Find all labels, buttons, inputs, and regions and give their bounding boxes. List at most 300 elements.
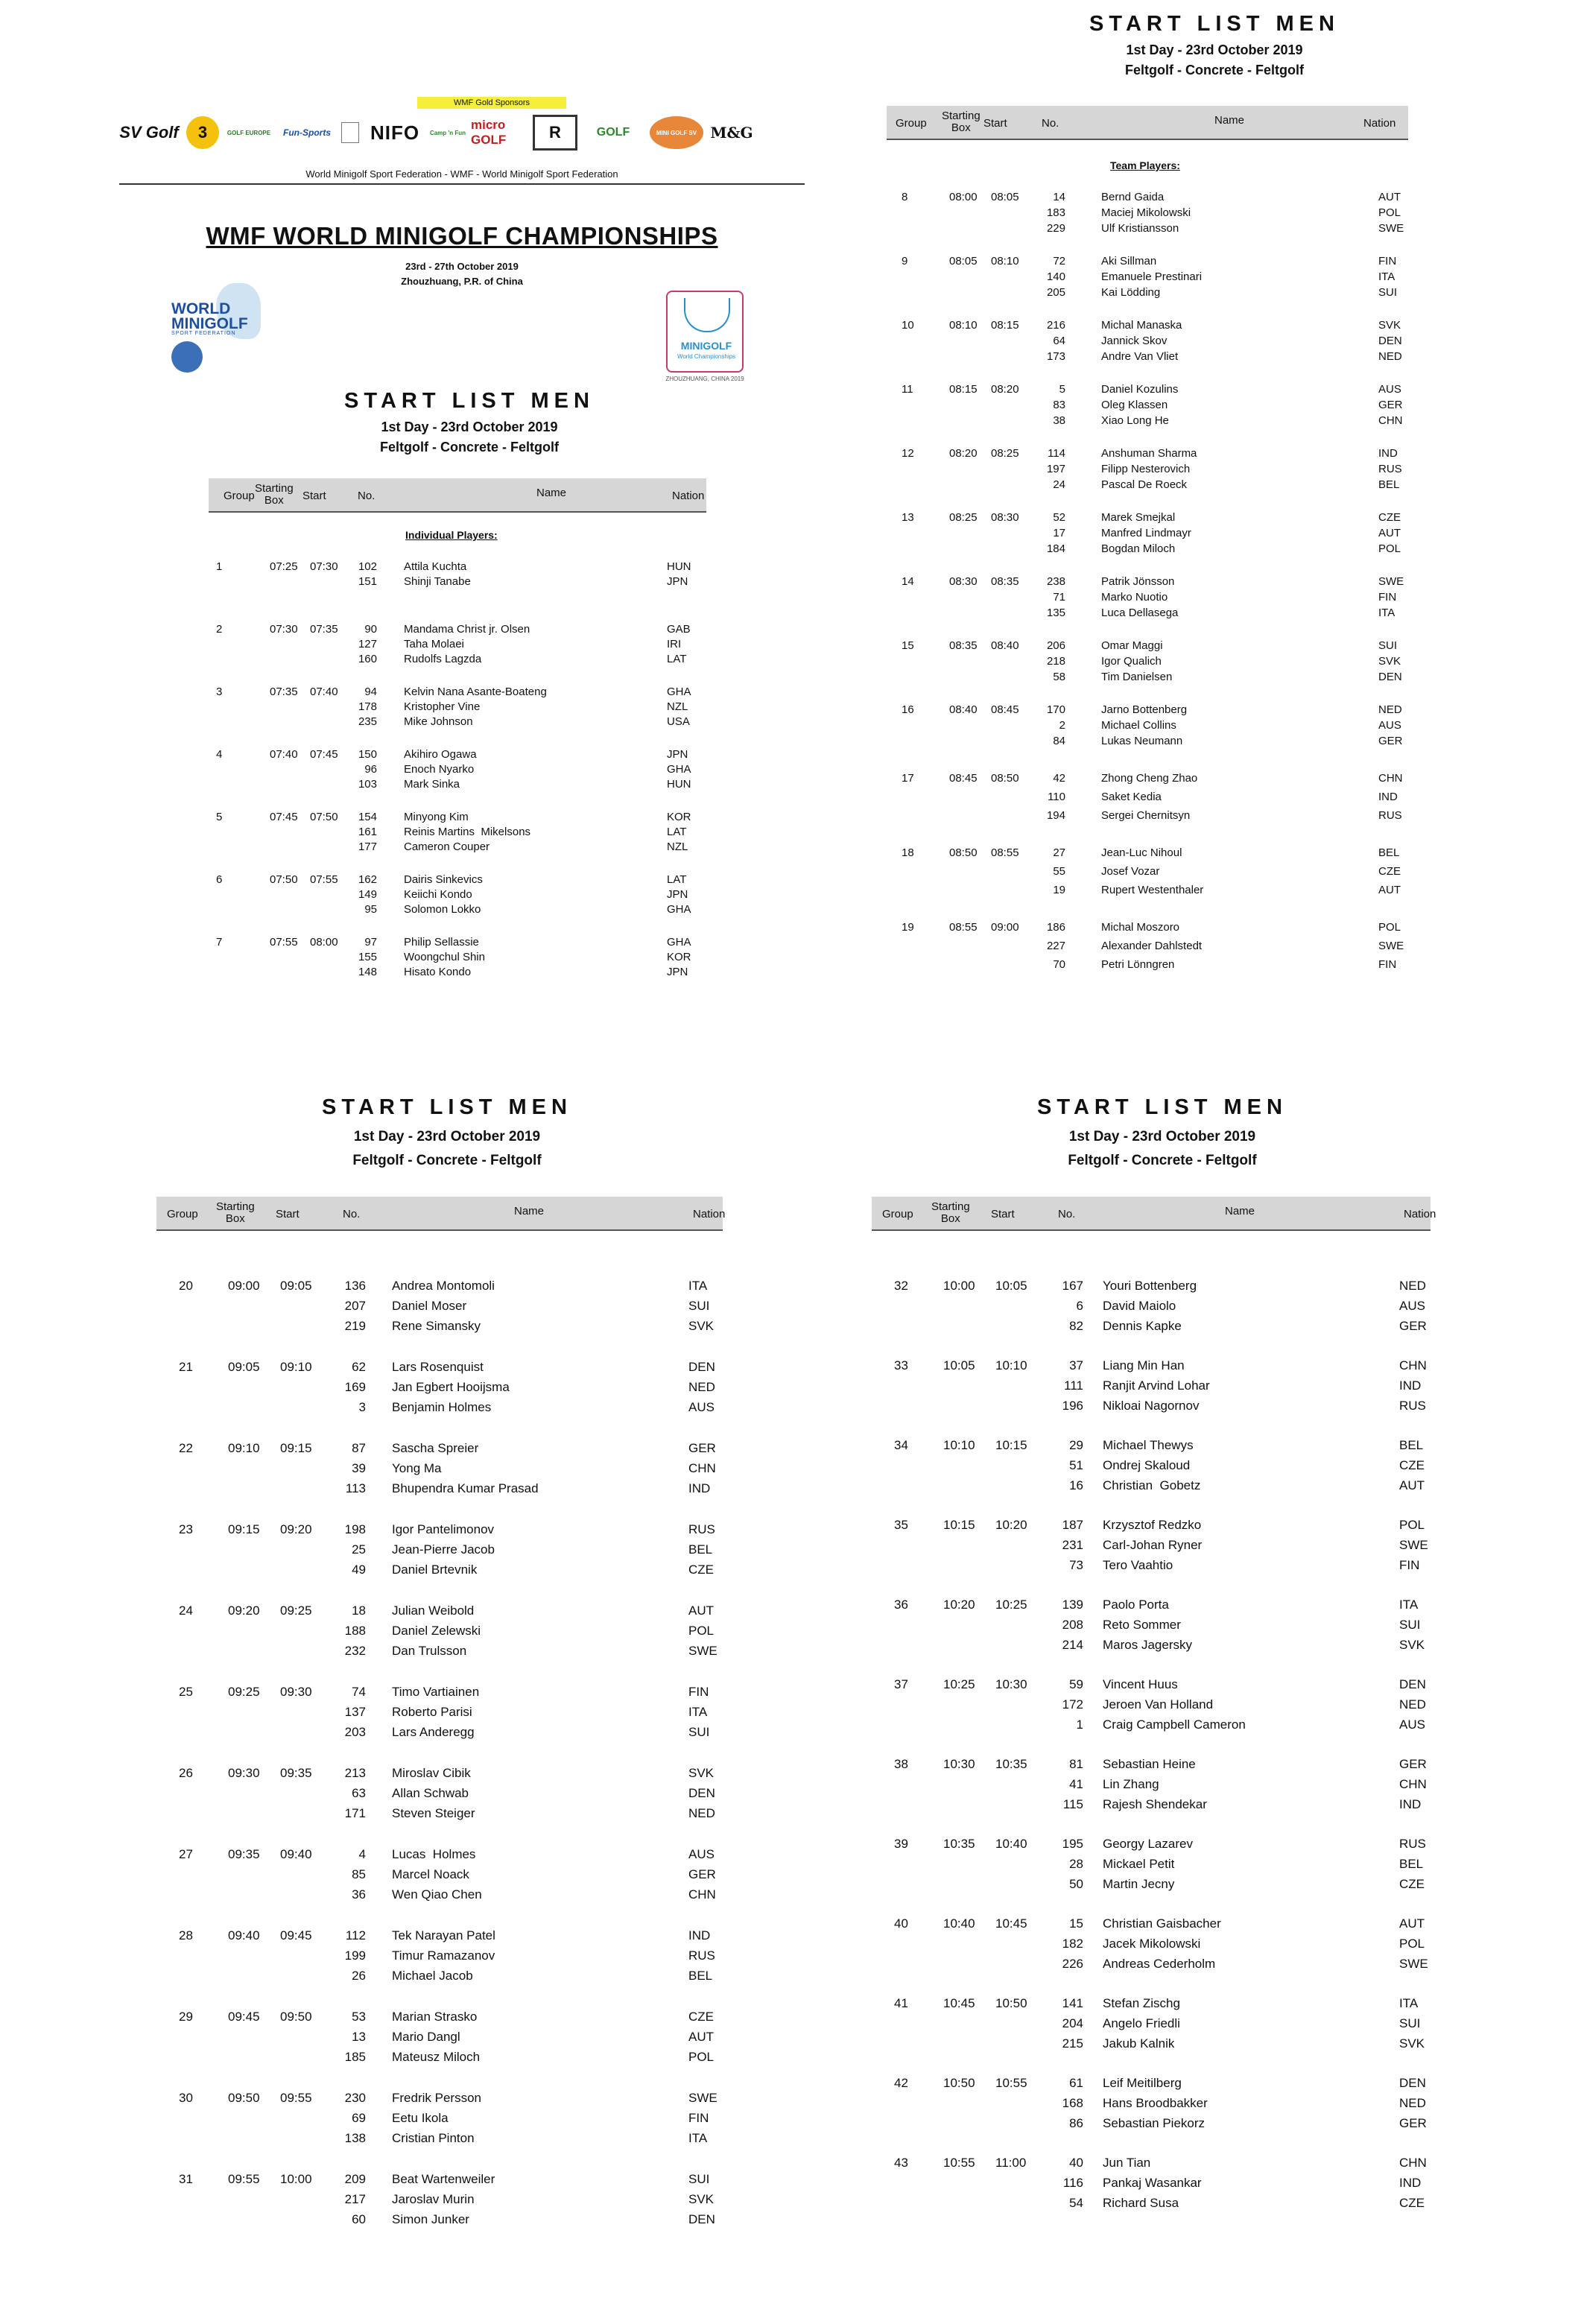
- starting-box-time: 10:45: [943, 1996, 975, 2010]
- player-name: Liang Min Han: [1103, 1358, 1185, 1372]
- starting-box-time: 08:40: [949, 703, 978, 716]
- player-nation: NZL: [667, 840, 688, 853]
- player-name: Michal Manaska: [1101, 319, 1182, 332]
- player-name: Maciej Mikolowski: [1101, 206, 1191, 219]
- start-list-title: START LIST MEN: [344, 389, 595, 413]
- wmf-logo-subtext: SPORT FEDERATION: [171, 331, 236, 336]
- player-nation: GER: [1378, 399, 1403, 411]
- player-name: Minyong Kim: [404, 811, 469, 823]
- player-name: Enoch Nyarko: [404, 763, 475, 776]
- group-number: 4: [216, 748, 223, 761]
- starting-box-time: 09:40: [228, 1928, 260, 1943]
- player-nation: USA: [667, 715, 690, 728]
- player-number: 58: [1053, 671, 1065, 683]
- player-number: 199: [344, 1948, 366, 1963]
- player-number: 168: [1062, 2096, 1083, 2110]
- group-number: 34: [894, 1438, 908, 1452]
- player-name: Luca Dellasega: [1101, 607, 1179, 619]
- player-name: Bogdan Miloch: [1101, 542, 1176, 555]
- player-nation: ITA: [1399, 1996, 1419, 2010]
- globe-icon: [171, 341, 203, 373]
- group-number: 21: [179, 1360, 193, 1374]
- group-number: 13: [902, 511, 914, 524]
- player-number: 110: [1048, 791, 1065, 803]
- event-badge-card: [666, 291, 744, 373]
- player-name: Simon Junker: [392, 2212, 469, 2226]
- player-name: Jarno Bottenberg: [1101, 703, 1188, 716]
- player-name: Marko Nuotio: [1101, 591, 1168, 604]
- player-number: 112: [345, 1928, 366, 1943]
- group-number: 31: [179, 2172, 193, 2186]
- player-name: Julian Weibold: [392, 1603, 475, 1618]
- player-number: 215: [1062, 2036, 1083, 2051]
- player-number: 226: [1062, 1957, 1083, 1971]
- start-time: 09:10: [280, 1360, 312, 1374]
- starting-box-time: 08:50: [949, 846, 978, 859]
- player-nation: AUT: [1378, 191, 1401, 203]
- group-number: 7: [216, 936, 223, 949]
- player-nation: AUS: [1378, 719, 1401, 732]
- player-number: 27: [1053, 846, 1065, 859]
- start-time: 08:45: [991, 703, 1019, 716]
- group-number: 38: [894, 1757, 908, 1771]
- player-name: Daniel Brtevnik: [392, 1562, 478, 1577]
- player-name: Andrea Montomoli: [392, 1279, 495, 1293]
- player-number: 29: [1069, 1438, 1083, 1452]
- player-nation: KOR: [667, 811, 691, 823]
- col-header-start: Start: [991, 1208, 1015, 1220]
- player-nation: AUT: [1378, 884, 1401, 896]
- player-name: Sebastian Piekorz: [1103, 2116, 1206, 2130]
- player-nation: HUN: [667, 778, 691, 791]
- player-nation: AUT: [688, 1603, 714, 1618]
- player-name: Attila Kuchta: [404, 560, 467, 573]
- player-nation: SWE: [1378, 222, 1404, 235]
- player-number: 229: [1046, 222, 1065, 235]
- player-number: 18: [352, 1603, 366, 1618]
- start-time: 09:55: [280, 2091, 312, 2105]
- start-time: 08:15: [991, 319, 1019, 332]
- player-number: 136: [344, 1279, 366, 1293]
- starting-box-time: 09:45: [228, 2010, 260, 2024]
- player-name: Omar Maggi: [1101, 639, 1163, 652]
- start-list-title: START LIST MEN: [1089, 12, 1340, 36]
- player-number: 54: [1069, 2196, 1083, 2210]
- player-number: 111: [1064, 1378, 1083, 1393]
- starting-box-time: 08:25: [949, 511, 978, 524]
- player-nation: SUI: [688, 1299, 710, 1313]
- player-nation: SUI: [1378, 639, 1398, 652]
- player-name: Steven Steiger: [392, 1806, 475, 1820]
- player-nation: JPN: [667, 575, 688, 588]
- player-number: 203: [344, 1725, 366, 1739]
- player-number: 208: [1062, 1618, 1083, 1632]
- start-time: 08:05: [991, 191, 1019, 203]
- starting-box-time: 09:00: [228, 1279, 260, 1293]
- start-time: 10:20: [995, 1518, 1027, 1532]
- player-number: 173: [1046, 350, 1065, 363]
- player-nation: AUT: [1378, 527, 1401, 539]
- start-time: 07:40: [310, 686, 338, 698]
- group-number: 9: [902, 255, 908, 267]
- player-number: 194: [1046, 809, 1065, 822]
- player-nation: CZE: [1399, 1877, 1425, 1891]
- group-number: 26: [179, 1766, 193, 1780]
- player-name: Wen Qiao Chen: [392, 1887, 482, 1902]
- sponsor-logo-mg: M&G: [710, 124, 753, 142]
- player-nation: CZE: [688, 1562, 714, 1577]
- group-number: 6: [216, 873, 223, 886]
- player-nation: AUT: [1399, 1916, 1425, 1931]
- player-nation: NED: [1378, 703, 1402, 716]
- col-header-no: No.: [343, 1208, 361, 1220]
- player-number: 155: [358, 951, 377, 963]
- player-nation: SVK: [1378, 655, 1401, 668]
- player-nation: AUS: [688, 1400, 715, 1414]
- player-name: Miroslav Cibik: [392, 1766, 471, 1780]
- col-header-starting: Starting: [931, 1200, 970, 1213]
- player-name: Michael Thewys: [1103, 1438, 1194, 1452]
- player-number: 186: [1046, 921, 1065, 934]
- col-header-box: Box: [225, 1212, 245, 1225]
- player-number: 70: [1053, 958, 1065, 971]
- player-nation: SWE: [1399, 1957, 1428, 1971]
- championship-place: Zhouzhuang, P.R. of China: [401, 276, 523, 287]
- starting-box-time: 08:35: [949, 639, 978, 652]
- start-time: 10:15: [995, 1438, 1027, 1452]
- player-number: 196: [1062, 1399, 1083, 1413]
- player-name: Carl-Johan Ryner: [1103, 1538, 1203, 1552]
- player-number: 3: [358, 1400, 366, 1414]
- player-name: Tero Vaahtio: [1103, 1558, 1173, 1572]
- event-badge-sub: World Championships: [677, 353, 736, 360]
- starting-box-time: 09:05: [228, 1360, 260, 1374]
- player-nation: CHN: [1378, 414, 1403, 427]
- col-header-no: No.: [358, 490, 376, 502]
- player-number: 82: [1069, 1319, 1083, 1333]
- page-2: [857, 0, 1572, 1013]
- player-nation: GER: [1399, 2116, 1427, 2130]
- player-number: 187: [1062, 1518, 1083, 1532]
- start-list-venue: Feltgolf - Concrete - Feltgolf: [1068, 1153, 1257, 1168]
- group-number: 14: [902, 575, 914, 588]
- page-1: [112, 75, 827, 1006]
- player-number: 49: [352, 1562, 366, 1577]
- player-nation: SUI: [688, 1725, 710, 1739]
- player-name: Mark Sinka: [404, 778, 460, 791]
- col-header-start: Start: [983, 117, 1007, 130]
- sponsor-logos: [119, 110, 820, 158]
- player-name: Reinis Martins Mikelsons: [404, 826, 531, 838]
- player-number: 205: [1046, 286, 1065, 299]
- player-number: 38: [1053, 414, 1065, 427]
- group-number: 35: [894, 1518, 908, 1532]
- player-number: 95: [364, 903, 377, 916]
- player-name: Benjamin Holmes: [392, 1400, 492, 1414]
- starting-box-time: 10:50: [943, 2076, 975, 2090]
- sponsor-logo-funsports: Fun-Sports: [283, 127, 331, 138]
- player-number: 5: [1059, 383, 1065, 396]
- player-nation: IND: [688, 1928, 711, 1943]
- player-number: 50: [1069, 1877, 1083, 1891]
- player-number: 26: [352, 1969, 366, 1983]
- player-nation: NED: [1399, 1697, 1426, 1712]
- player-number: 209: [344, 2172, 366, 2186]
- player-number: 195: [1062, 1837, 1083, 1851]
- player-number: 37: [1069, 1358, 1083, 1372]
- player-nation: DEN: [1399, 2076, 1426, 2090]
- table-header: [887, 106, 1408, 140]
- player-nation: NED: [688, 1806, 715, 1820]
- player-number: 116: [1062, 2176, 1083, 2190]
- player-name: Sebastian Heine: [1103, 1757, 1196, 1771]
- player-nation: RUS: [1399, 1837, 1426, 1851]
- start-time: 09:45: [280, 1928, 312, 1943]
- start-time: 08:40: [991, 639, 1019, 652]
- starting-box-time: 08:10: [949, 319, 978, 332]
- sponsor-logo-golf: GOLF: [596, 126, 630, 139]
- player-name: Michael Collins: [1101, 719, 1176, 732]
- individual-players-label: Individual Players:: [405, 529, 498, 541]
- player-number: 24: [1053, 478, 1065, 491]
- player-nation: SVK: [688, 1319, 715, 1333]
- starting-box-time: 07:55: [270, 936, 298, 949]
- start-time: 07:30: [310, 560, 338, 573]
- col-header-no: No.: [1042, 117, 1059, 130]
- group-number: 17: [902, 772, 914, 785]
- player-name: Martin Jecny: [1103, 1877, 1175, 1891]
- player-nation: HUN: [667, 560, 691, 573]
- player-nation: BEL: [688, 1969, 713, 1983]
- player-number: 41: [1069, 1777, 1083, 1791]
- player-number: 13: [352, 2030, 366, 2044]
- player-name: Tim Danielsen: [1101, 671, 1173, 683]
- player-nation: IND: [688, 1481, 711, 1495]
- start-list-heading: [112, 389, 827, 455]
- player-number: 141: [1062, 1996, 1083, 2010]
- player-name: Xiao Long He: [1101, 414, 1169, 427]
- player-nation: POL: [1378, 542, 1401, 555]
- col-header-starting-box: [255, 483, 294, 507]
- player-number: 213: [344, 1766, 366, 1780]
- player-number: 149: [358, 888, 377, 901]
- starting-box-time: 09:20: [228, 1603, 260, 1618]
- player-nation: GER: [1399, 1319, 1427, 1333]
- start-list-day: 1st Day - 23rd October 2019: [381, 419, 558, 434]
- player-name: Marcel Noack: [392, 1867, 469, 1881]
- player-name: Hisato Kondo: [404, 966, 472, 978]
- player-number: 59: [1069, 1677, 1083, 1691]
- player-nation: GHA: [667, 903, 691, 916]
- player-name: Emanuele Prestinari: [1101, 270, 1203, 283]
- player-nation: BEL: [1378, 846, 1400, 859]
- player-name: Tek Narayan Patel: [392, 1928, 495, 1943]
- player-number: 182: [1062, 1937, 1083, 1951]
- col-header-name: Name: [514, 1205, 545, 1218]
- player-nation: RUS: [1378, 463, 1402, 475]
- player-nation: FIN: [688, 2111, 709, 2125]
- starting-box-time: 07:45: [270, 811, 298, 823]
- player-name: Maros Jagersky: [1103, 1638, 1192, 1652]
- group-number: 22: [179, 1441, 193, 1455]
- starting-box-time: 09:15: [228, 1522, 260, 1536]
- col-header-name: Name: [536, 487, 567, 499]
- player-name: Ondrej Skaloud: [1103, 1458, 1191, 1472]
- starting-box-time: 10:15: [943, 1518, 975, 1532]
- player-nation: POL: [1378, 206, 1401, 219]
- player-number: 102: [358, 560, 377, 573]
- group-number: 33: [894, 1358, 908, 1372]
- player-number: 96: [364, 763, 377, 776]
- col-header-group: Group: [896, 117, 927, 130]
- player-nation: DEN: [1399, 1677, 1426, 1691]
- sponsor-logo-campnfun: Camp 'n Fun: [429, 129, 466, 136]
- col-header-start: Start: [276, 1208, 300, 1220]
- sponsor-logo-microgolf: micro GOLF: [471, 118, 507, 147]
- golf-hole-icon: [684, 298, 730, 332]
- starting-box-time: 07:25: [270, 560, 298, 573]
- player-number: 81: [1069, 1757, 1083, 1771]
- start-time: 10:50: [995, 1996, 1027, 2010]
- col-header-group: Group: [167, 1208, 198, 1220]
- player-name: Andre Van Vliet: [1101, 350, 1179, 363]
- player-name: Filipp Nesterovich: [1101, 463, 1191, 475]
- start-time: 10:00: [280, 2172, 312, 2186]
- group-number: 15: [902, 639, 914, 652]
- player-number: 14: [1053, 191, 1065, 203]
- player-number: 127: [358, 638, 377, 650]
- player-name: Beat Wartenweiler: [392, 2172, 495, 2186]
- starting-box-time: 08:45: [949, 772, 978, 785]
- sponsor-logo-nifo: NIFO: [370, 121, 420, 144]
- group-number: 3: [216, 686, 223, 698]
- player-number: 238: [1046, 575, 1065, 588]
- start-time: 09:40: [280, 1847, 312, 1861]
- player-nation: SUI: [1399, 1618, 1421, 1632]
- player-number: 197: [1046, 463, 1065, 475]
- player-name: Rajesh Shendekar: [1103, 1797, 1207, 1811]
- player-name: Krzysztof Redzko: [1103, 1518, 1202, 1532]
- player-nation: JPN: [667, 888, 688, 901]
- starting-box-time: 09:25: [228, 1685, 260, 1699]
- start-time: 08:25: [991, 447, 1019, 460]
- championship-dates: 23rd - 27th October 2019: [405, 261, 519, 272]
- event-badge-place: ZHOUZHUANG, CHINA 2019: [665, 376, 744, 382]
- group-number: 30: [179, 2091, 193, 2105]
- start-time: 08:20: [991, 383, 1019, 396]
- player-name: Woongchul Shin: [404, 951, 485, 963]
- start-time: 09:15: [280, 1441, 312, 1455]
- player-name: Angelo Friedli: [1103, 2016, 1180, 2030]
- player-name: Marian Strasko: [392, 2010, 478, 2024]
- player-nation: AUS: [1399, 1299, 1425, 1313]
- player-number: 114: [1048, 447, 1065, 460]
- player-name: Jeroen Van Holland: [1103, 1697, 1214, 1712]
- player-name: Jean-Pierre Jacob: [392, 1542, 495, 1557]
- player-number: 84: [1053, 735, 1065, 747]
- player-number: 160: [358, 653, 377, 665]
- player-nation: SWE: [1399, 1538, 1428, 1552]
- player-number: 231: [1062, 1538, 1083, 1552]
- player-number: 214: [1062, 1638, 1083, 1652]
- player-number: 103: [358, 778, 377, 791]
- player-number: 62: [352, 1360, 366, 1374]
- col-header-starting: Starting: [255, 482, 294, 495]
- player-name: Andreas Cederholm: [1103, 1957, 1216, 1971]
- table-header: [156, 1197, 726, 1231]
- player-number: 42: [1053, 772, 1065, 785]
- player-name: Paolo Porta: [1103, 1598, 1169, 1612]
- player-number: 151: [358, 575, 377, 588]
- page-4: [849, 1073, 1475, 2295]
- player-name: Ranjit Arvind Lohar: [1103, 1378, 1210, 1393]
- sponsors-label: WMF Gold Sponsors: [417, 97, 566, 109]
- player-number: 4: [358, 1847, 366, 1861]
- col-header-starting: Starting: [216, 1200, 255, 1213]
- starting-box-time: 09:55: [228, 2172, 260, 2186]
- player-nation: POL: [1399, 1937, 1425, 1951]
- player-nation: NED: [1378, 350, 1402, 363]
- player-nation: BEL: [688, 1542, 713, 1557]
- player-name: Daniel Zelewski: [392, 1624, 481, 1638]
- player-number: 71: [1053, 591, 1065, 604]
- player-number: 6: [1076, 1299, 1083, 1313]
- player-nation: LAT: [667, 653, 687, 665]
- player-number: 218: [1046, 655, 1065, 668]
- player-name: Lars Rosenquist: [392, 1360, 484, 1374]
- col-header-start: Start: [302, 490, 326, 502]
- player-nation: IND: [1378, 447, 1398, 460]
- player-nation: AUS: [688, 1847, 715, 1861]
- player-nation: CHN: [1399, 1358, 1427, 1372]
- player-name: Jaroslav Murin: [392, 2192, 475, 2206]
- starting-box-time: 09:10: [228, 1441, 260, 1455]
- player-name: Kristopher Vine: [404, 700, 481, 713]
- group-number: 37: [894, 1677, 908, 1691]
- start-list-venue: Feltgolf - Concrete - Feltgolf: [352, 1153, 542, 1168]
- starting-box-time: 08:00: [949, 191, 978, 203]
- player-number: 72: [1053, 255, 1065, 267]
- group-number: 40: [894, 1916, 908, 1931]
- col-header-group: Group: [224, 490, 255, 502]
- player-nation: POL: [1399, 1518, 1425, 1532]
- group-number: 23: [179, 1522, 193, 1536]
- col-header-box: Box: [264, 494, 284, 507]
- start-time: 08:55: [991, 846, 1019, 859]
- player-name: Georgy Lazarev: [1103, 1837, 1193, 1851]
- player-name: Mateusz Miloch: [392, 2050, 481, 2064]
- player-nation: SVK: [1378, 319, 1401, 332]
- player-name: Akihiro Ogawa: [404, 748, 477, 761]
- start-time: 11:00: [995, 2156, 1027, 2170]
- player-number: 83: [1053, 399, 1065, 411]
- starting-box-time: 10:35: [943, 1837, 975, 1851]
- player-name: Cristian Pinton: [392, 2131, 475, 2145]
- group-number: 25: [179, 1685, 193, 1699]
- player-nation: AUS: [1399, 1717, 1425, 1732]
- player-number: 39: [352, 1461, 366, 1475]
- header-divider: [119, 183, 805, 185]
- player-number: 63: [352, 1786, 366, 1800]
- player-name: Youri Bottenberg: [1103, 1279, 1197, 1293]
- player-nation: JPN: [667, 966, 688, 978]
- player-number: 28: [1069, 1857, 1083, 1871]
- player-number: 1: [1076, 1717, 1083, 1732]
- player-nation: SWE: [1378, 940, 1404, 952]
- page-3: [134, 1073, 760, 2295]
- player-name: Michal Moszoro: [1101, 921, 1180, 934]
- player-name: Igor Qualich: [1101, 655, 1162, 668]
